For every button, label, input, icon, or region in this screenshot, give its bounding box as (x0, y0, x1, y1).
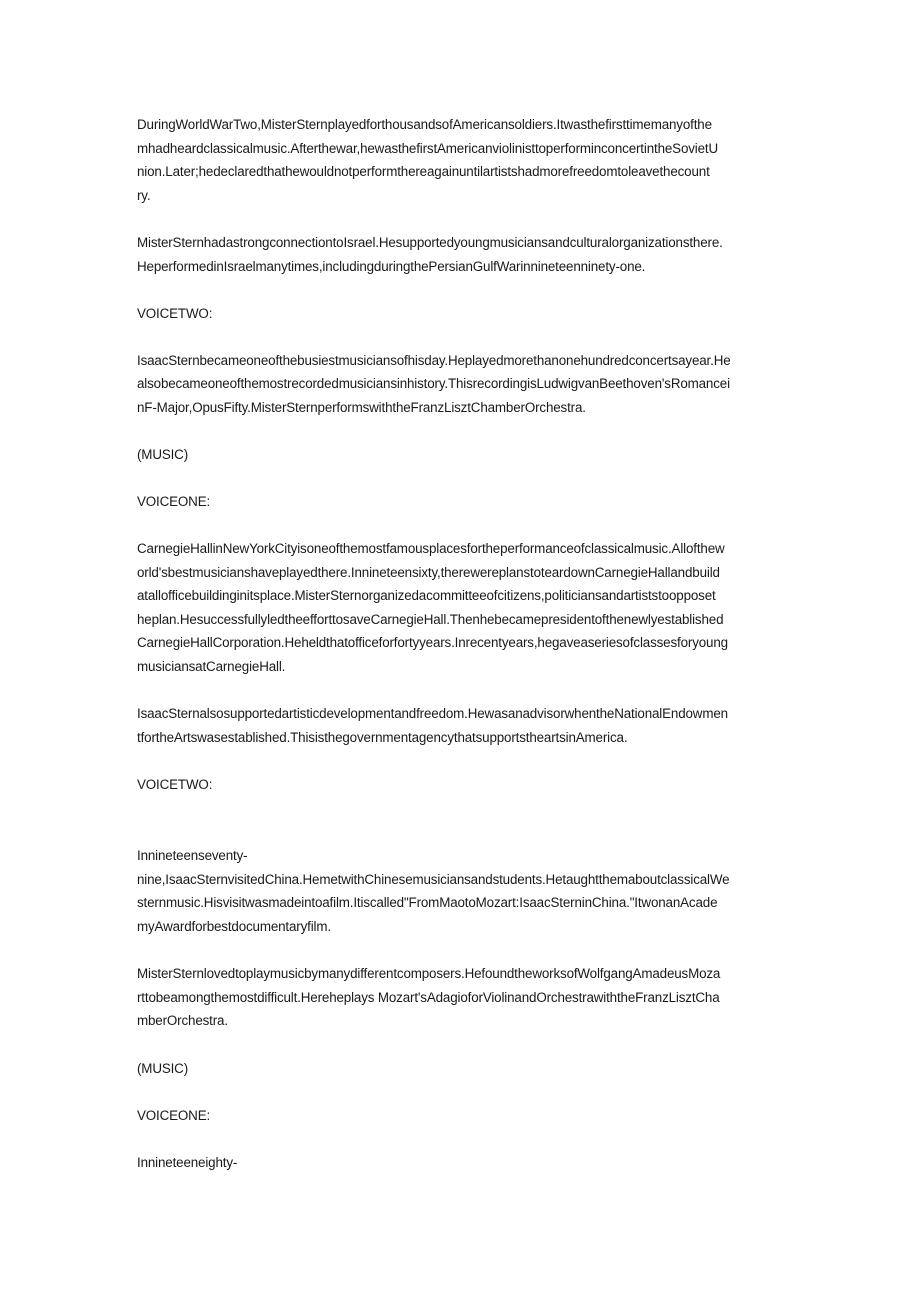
text-line: IsaacSternbecameoneofthebusiestmusiciansofhisday.Heplayedmorethanonehundredconcertsayear.He (137, 353, 731, 368)
text-line: MisterSternhadastrongconnectiontoIsrael.Hesupportedyoungmusiciansandculturalorganizationsthere. (137, 235, 723, 250)
text-line: atallofficebuildinginitsplace.MisterSternorganizedacommitteeofcitizens,politiciansandartiststoopposet (137, 588, 716, 603)
text-line: nF-Major,OpusFifty.MisterSternperformswiththeFranzLisztChamberOrchestra. (137, 400, 586, 415)
text-line: HeperformedinIsraelmanytimes,includingduringthePersianGulfWarinnineteenninety-one. (137, 259, 646, 274)
text-line: nion.Later;hedeclaredthathewouldnotperformthereagainuntilartistshadmorefreedomtoleavethecount (137, 164, 710, 179)
text-line: tfortheArtswasestablished.ThisisthegovernmentagencythatsupportstheartsinAmerica. (137, 730, 628, 745)
text-line: Innineteenseventy- (137, 848, 248, 863)
text-line: nine,IsaacSternvisitedChina.HemetwithChinesemusiciansandstudents.HetaughtthemaboutclassicalWe (137, 872, 730, 887)
music-cue: (MUSIC) (137, 447, 189, 462)
music-cue: (MUSIC) (137, 1061, 189, 1076)
text-line: MisterSternlovedtoplaymusicbymanydifferentcomposers.HefoundtheworksofWolfgangAmadeusMoza (137, 966, 721, 981)
text-line: CarnegieHallCorporation.Heheldthatofficeforfortyyears.Inrecentyears,hegaveaseriesofclassesforyoung (137, 635, 728, 650)
text-line: Innineteeneighty- (137, 1155, 238, 1170)
speaker-label: VOICETWO: (137, 306, 213, 321)
text-line: alsobecameoneofthemostrecordedmusiciansinhistory.ThisrecordingisLudwigvanBeethoven'sRomancei (137, 376, 730, 391)
speaker-label: VOICEONE: (137, 1108, 211, 1123)
text-line: musiciansatCarnegieHall. (137, 659, 286, 674)
speaker-label: VOICETWO: (137, 777, 213, 792)
speaker-label: VOICEONE: (137, 494, 211, 509)
text-line: myAwardforbestdocumentaryfilm. (137, 919, 331, 934)
text-line: CarnegieHallinNewYorkCityisoneofthemostfamousplacesfortheperformanceofclassicalmusic.Allofthew (137, 541, 725, 556)
text-line: ry. (137, 188, 151, 203)
text-line: orld'sbestmusicianshaveplayedthere.Innineteensixty,therewereplanstoteardownCarnegieHallandbuild (137, 565, 720, 580)
text-line: mhadheardclassicalmusic.Afterthewar,hewasthefirstAmericanviolinisttoperforminconcertintheSovietU (137, 141, 718, 156)
text-line: heplan.HesuccessfullyledtheefforttosaveCarnegieHall.Thenhebecamepresidentofthenewlyestablished (137, 612, 724, 627)
text-line: sternmusic.Hisvisitwasmadeintoafilm.Itiscalled"FromMaotoMozart:IsaacSterninChina."ItwonanAcade (137, 895, 718, 910)
text-line: rttobeamongthemostdifficult.Hereheplays Mozart'sAdagioforViolinandOrchestrawiththeFranzLisztCha (137, 990, 720, 1005)
text-line: mberOrchestra. (137, 1013, 228, 1028)
text-line: IsaacSternalsosupportedartisticdevelopmentandfreedom.HewasanadvisorwhentheNationalEndowmen (137, 706, 728, 721)
text-line: DuringWorldWarTwo,MisterSternplayedforthousandsofAmericansoldiers.Itwasthefirsttimemanyofthe (137, 117, 712, 132)
